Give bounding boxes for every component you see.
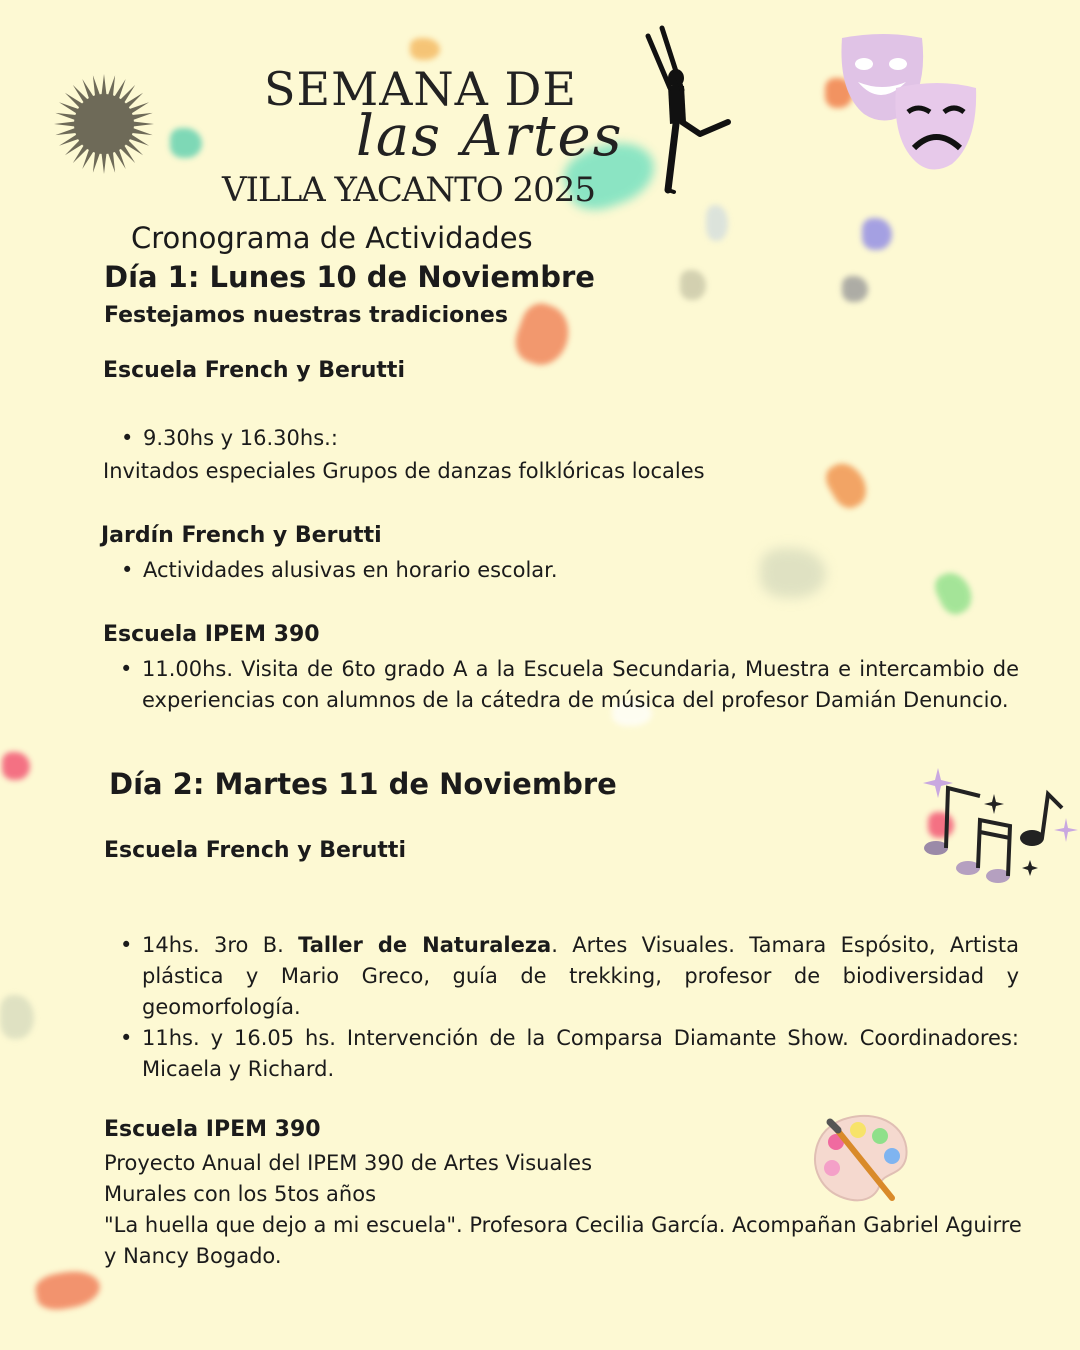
day2-bullet-1-rest: . Artes Visuales. Tamara Espósito, Artista plástica y Mario Greco, guía de trekking, profesor de biodiversidad y geomorfología. bbox=[142, 933, 1019, 1019]
day2-bullet-2: • 11hs. y 16.05 hs. Intervención de la Comparsa Diamante Show. Coordinadores: Micaela y Richard. bbox=[142, 1023, 1019, 1085]
day2-heading: Día 2: Martes 11 de Noviembre bbox=[109, 767, 617, 801]
confetti bbox=[170, 128, 202, 158]
theater-masks-icon bbox=[836, 30, 982, 175]
day2-bullet-1 bbox=[142, 930, 1019, 1023]
sun-burst-icon bbox=[52, 72, 156, 176]
ballerina-icon bbox=[630, 22, 740, 197]
title-line-3: VILLA YACANTO 2025 bbox=[222, 170, 596, 210]
confetti bbox=[680, 270, 706, 300]
day1-detail-1: Invitados especiales Grupos de danzas folklóricas locales bbox=[103, 459, 705, 483]
confetti bbox=[842, 276, 868, 302]
day1-place-2: Jardín French y Berutti bbox=[101, 523, 382, 548]
confetti bbox=[862, 218, 892, 250]
day2-line-3: "La huella que dejo a mi escuela". Profesora Cecilia García. Acompañan Gabriel Aguirre y Nancy Bogado. bbox=[104, 1213, 1022, 1268]
confetti bbox=[706, 205, 728, 241]
day1-bullet-3: • 11.00hs. Visita de 6to grado A a la Escuela Secundaria, Muestra e intercambio de experiencias con alumnos de la cátedra de música del profesor Damián Denuncio. bbox=[142, 654, 1019, 716]
confetti bbox=[410, 38, 440, 60]
confetti bbox=[821, 457, 873, 514]
day2-line-1: Proyecto Anual del IPEM 390 de Artes Visuales bbox=[104, 1151, 593, 1175]
confetti bbox=[0, 995, 34, 1039]
paint-palette-icon bbox=[812, 1112, 910, 1206]
day1-heading: Día 1: Lunes 10 de Noviembre bbox=[104, 260, 595, 294]
page-subtitle: Cronograma de Actividades bbox=[131, 221, 533, 255]
day1-place-3: Escuela IPEM 390 bbox=[103, 622, 320, 647]
confetti bbox=[33, 1267, 102, 1314]
day1-bullet-2: • Actividades alusivas en horario escolar. bbox=[143, 555, 1013, 586]
day1-place-1: Escuela French y Berutti bbox=[103, 358, 405, 383]
confetti bbox=[509, 298, 577, 371]
day2-bullet-1-strong: Taller de Naturaleza bbox=[298, 933, 552, 957]
day2-place-1: Escuela French y Berutti bbox=[104, 838, 406, 863]
day1-theme: Festejamos nuestras tradiciones bbox=[104, 303, 508, 328]
day2-bullet-1-prefix: 14hs. 3ro B. bbox=[142, 933, 299, 957]
music-notes-icon bbox=[918, 768, 1078, 888]
day2-line-2: Murales con los 5tos años bbox=[104, 1182, 377, 1206]
day2-place-2: Escuela IPEM 390 bbox=[104, 1117, 321, 1142]
title-line-1: SEMANA DE bbox=[264, 62, 577, 116]
day1-bullet-1: • 9.30hs y 16.30hs.: bbox=[143, 423, 1013, 454]
title-line-2: las Artes bbox=[356, 104, 624, 169]
confetti bbox=[2, 752, 30, 780]
